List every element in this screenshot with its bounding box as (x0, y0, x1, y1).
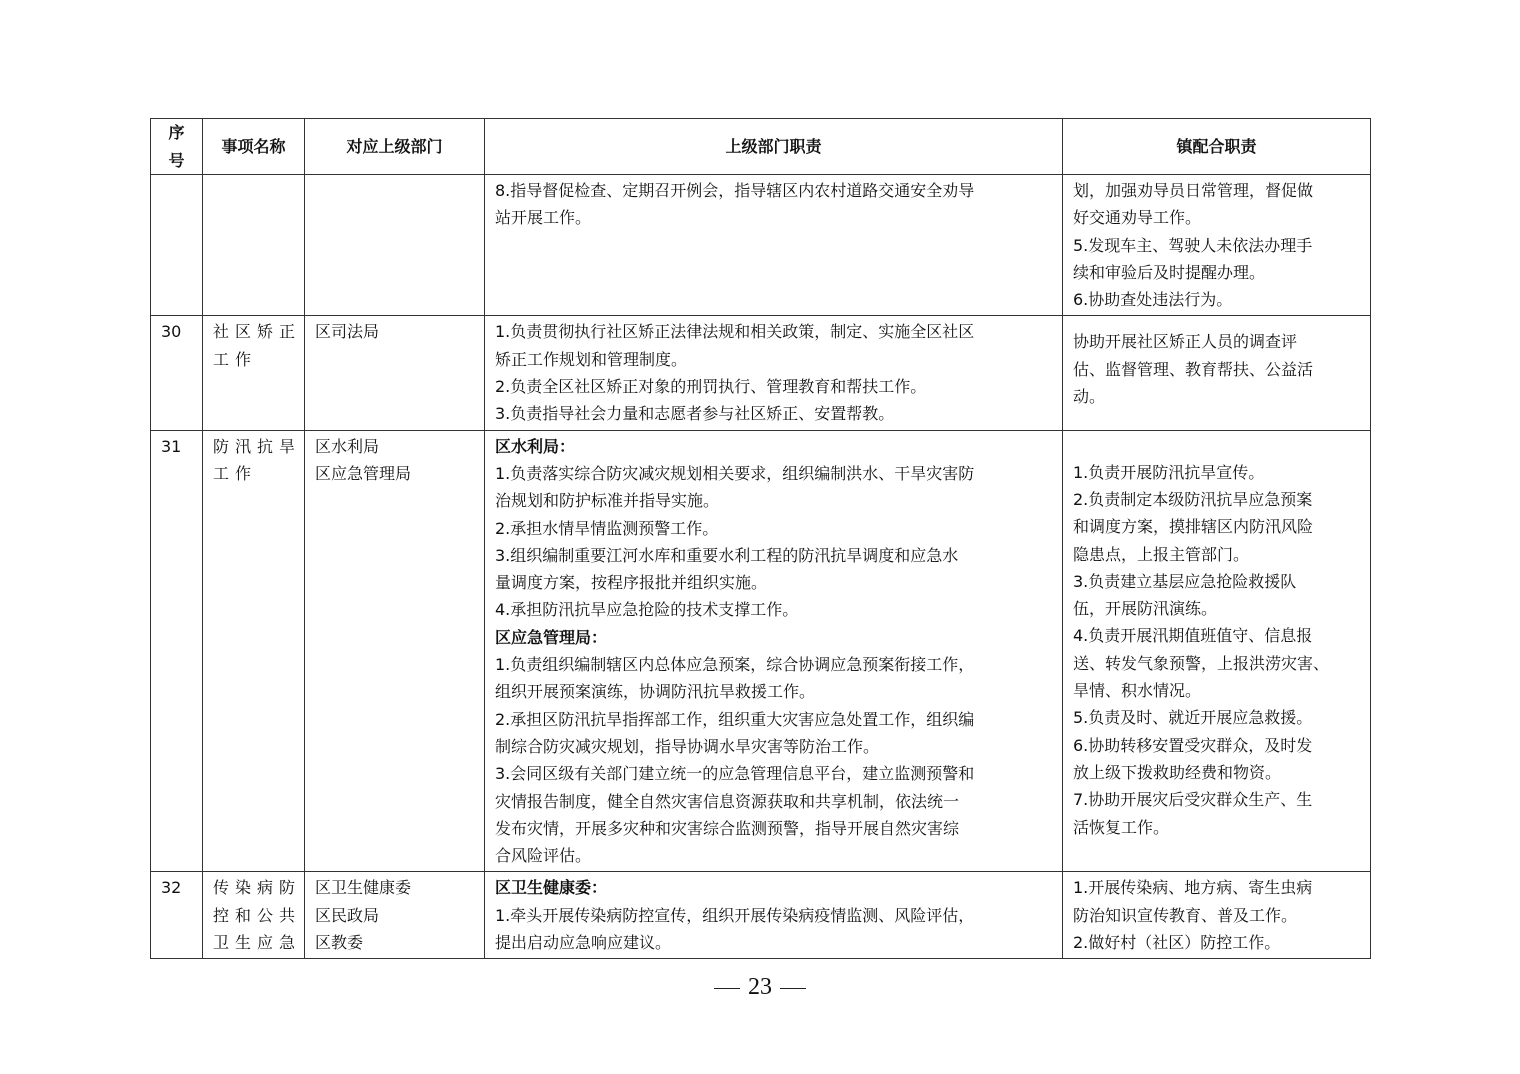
town-duties-cell (1063, 316, 1371, 430)
item-name-cell (203, 175, 305, 316)
department-line: 区应急管理局 (315, 463, 412, 483)
town-duties-line: 估、监督管理、教育帮扶、公益活 (1073, 359, 1314, 379)
serial-number-cell: 32 (151, 872, 203, 959)
upper-duties-line: 组织开展预案演练，协调防汛抗旱救援工作。 (495, 682, 816, 702)
town-duties-line: 7.协助开展灾后受灾群众生产、生 (1073, 790, 1313, 810)
department-cell (305, 430, 485, 872)
duty-table (150, 118, 1371, 959)
header-upper-duties: 上级部门职责 (485, 119, 1063, 175)
table-row (151, 872, 1371, 959)
upper-duties-cell (485, 316, 1063, 430)
upper-duties-line: 灾情报告制度，健全自然灾害信息资源获取和共享机制，依法统一 (495, 791, 960, 811)
table-row (151, 316, 1371, 430)
department-line: 区司法局 (315, 322, 380, 342)
upper-duties-line: 2.承担区防汛抗旱指挥部工作，组织重大灾害应急处置工作，组织编 (495, 709, 975, 729)
town-duties-line: 划，加强劝导员日常管理，督促做 (1073, 181, 1314, 200)
header-upper-department: 对应上级部门 (305, 119, 485, 175)
town-duties-line: 协助开展社区矫正人员的调查评 (1073, 332, 1298, 352)
upper-duties-line: 治规划和防护标准并指导实施。 (495, 491, 720, 511)
upper-duties-cell (485, 175, 1063, 316)
upper-duties-line: 1.牵头开展传染病防控宣传，组织开展传染病疫情监测、风险评估， (495, 905, 975, 925)
department-line: 区民政局 (315, 905, 380, 925)
upper-duties-line: 矫正工作规划和管理制度。 (495, 349, 688, 369)
upper-duties-cell (485, 430, 1063, 872)
town-duties-line: 隐患点，上报主管部门。 (1073, 544, 1250, 564)
table-row (151, 430, 1371, 872)
upper-duties-line: 3.负责指导社会力量和志愿者参与社区矫正、安置帮教。 (495, 404, 895, 424)
town-duties-line: 好交通劝导工作。 (1073, 208, 1202, 228)
town-duties-line: 2.负责制定本级防汛抗旱应急预案 (1073, 489, 1313, 509)
town-duties-line: 动。 (1073, 387, 1106, 407)
upper-duties-line: 2.承担水情旱情监测预警工作。 (495, 518, 719, 538)
department-cell (305, 872, 485, 959)
footer-dash-right (780, 988, 806, 989)
town-duties-line: 6.协助转移安置受灾群众，及时发 (1073, 735, 1313, 755)
town-duties-line: 2.做好村（社区）防控工作。 (1073, 933, 1281, 953)
upper-duties-line: 区应急管理局： (495, 627, 608, 647)
department-line: 区教委 (315, 933, 364, 953)
item-name-line: 控和公共 (213, 905, 302, 925)
town-duties-line: 旱情、积水情况。 (1073, 681, 1202, 701)
item-name-line: 社区矫正 (213, 322, 302, 342)
header-item-name: 事项名称 (203, 119, 305, 175)
town-duties-line: 和调度方案，摸排辖区内防汛风险 (1073, 517, 1314, 537)
town-duties-line: 续和审验后及时提醒办理。 (1073, 262, 1266, 282)
item-name-cell (203, 316, 305, 430)
serial-number-cell: 31 (151, 430, 203, 872)
upper-duties-line: 2.负责全区社区矫正对象的刑罚执行、管理教育和帮扶工作。 (495, 377, 927, 397)
department-line: 区卫生健康委 (315, 878, 412, 898)
footer-dash-left (714, 988, 740, 989)
upper-duties-line: 提出启动应急响应建议。 (495, 933, 672, 953)
upper-duties-line: 发布灾情，开展多灾种和灾害综合监测预警，指导开展自然灾害综 (495, 818, 960, 838)
header-row (151, 119, 1371, 175)
upper-duties-line: 1.负责贯彻执行社区矫正法律法规和相关政策，制定、实施全区社区 (495, 322, 975, 342)
item-name-line: 工作 (213, 463, 258, 483)
header-town-duties: 镇配合职责 (1063, 119, 1371, 175)
item-name-cell (203, 430, 305, 872)
item-name-line: 防汛抗旱 (213, 436, 302, 456)
item-name-line: 传染病防 (213, 878, 302, 898)
town-duties-line: 1.负责开展防汛抗旱宣传。 (1073, 462, 1265, 482)
town-duties-line: 6.协助查处违法行为。 (1073, 290, 1233, 310)
town-duties-line: 5.发现车主、驾驶人未依法办理手 (1073, 235, 1313, 255)
town-duties-line: 伍，开展防汛演练。 (1073, 599, 1218, 619)
town-duties-line: 4.负责开展汛期值班值守、信息报 (1073, 626, 1313, 646)
town-duties-line: 送、转发气象预警，上报洪涝灾害、 (1073, 653, 1330, 673)
town-duties-cell (1063, 872, 1371, 959)
town-duties-line: 放上级下拨救助经费和物资。 (1073, 762, 1282, 782)
town-duties-cell (1063, 175, 1371, 316)
upper-duties-cell (485, 872, 1063, 959)
item-name-cell (203, 872, 305, 959)
upper-duties-line: 站开展工作。 (495, 208, 592, 228)
header-serial-number: 序 号 (151, 119, 203, 175)
upper-duties-line: 3.会同区级有关部门建立统一的应急管理信息平台，建立监测预警和 (495, 764, 975, 784)
upper-duties-line: 1.负责落实综合防灾减灾规划相关要求，组织编制洪水、干旱灾害防 (495, 463, 975, 483)
upper-duties-line: 1.负责组织编制辖区内总体应急预案，综合协调应急预案衔接工作， (495, 655, 975, 675)
department-line: 区水利局 (315, 436, 380, 456)
page-number: 23 (748, 974, 772, 1000)
town-duties-line: 防治知识宣传教育、普及工作。 (1073, 905, 1298, 925)
town-duties-line: 活恢复工作。 (1073, 817, 1170, 837)
town-duties-line: 5.负责及时、就近开展应急救援。 (1073, 708, 1313, 728)
page-footer (0, 974, 1520, 1001)
town-duties-line: 3.负责建立基层应急抢险救援队 (1073, 571, 1297, 591)
table-row (151, 175, 1371, 316)
town-duties-line: 1.开展传染病、地方病、寄生虫病 (1073, 878, 1313, 898)
upper-duties-line: 区卫生健康委： (495, 878, 608, 898)
upper-duties-line: 合风险评估。 (495, 846, 592, 866)
department-cell (305, 316, 485, 430)
item-name-line: 卫生应急 (213, 933, 302, 953)
department-cell (305, 175, 485, 316)
upper-duties-line: 4.承担防汛抗旱应急抢险的技术支撑工作。 (495, 600, 799, 620)
upper-duties-line: 3.组织编制重要江河水库和重要水利工程的防汛抗旱调度和应急水 (495, 545, 959, 565)
upper-duties-line: 区水利局： (495, 436, 576, 456)
upper-duties-line: 制综合防灾减灾规划，指导协调水旱灾害等防治工作。 (495, 736, 880, 756)
item-name-line: 工作 (213, 349, 258, 369)
serial-number-cell (151, 175, 203, 316)
upper-duties-line: 量调度方案，按程序报批并组织实施。 (495, 573, 768, 593)
town-duties-cell (1063, 430, 1371, 872)
upper-duties-line: 8.指导督促检查、定期召开例会，指导辖区内农村道路交通安全劝导 (495, 181, 975, 200)
serial-number-cell: 30 (151, 316, 203, 430)
